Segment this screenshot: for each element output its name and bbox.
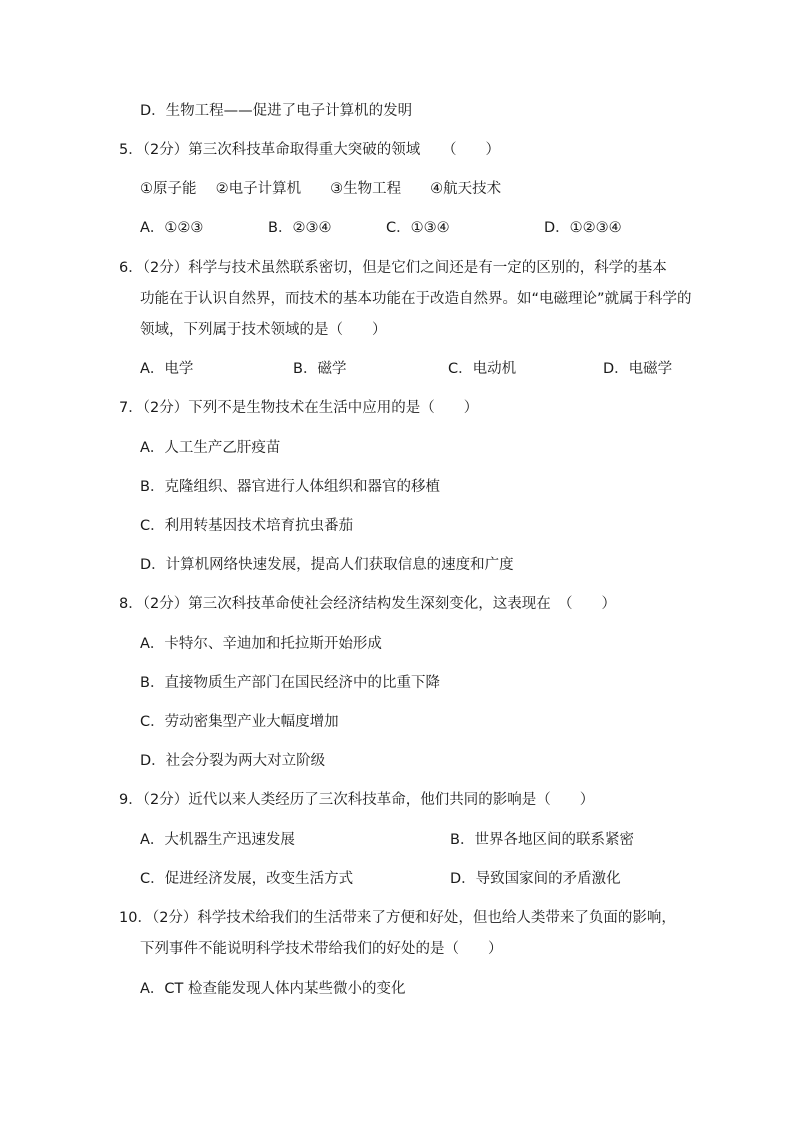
q7-option-c: C．利用转基因技术培育抗虫番茄: [140, 518, 354, 534]
q8-option-c: C．劳动密集型产业大幅度增加: [140, 714, 339, 730]
q7-stem: 7．（2分）下列不是生物技术在生活中应用的是（ ）: [119, 400, 479, 416]
q8-stem: 8．（2分）第三次科技革命使社会经济结构发生深刻变化，这表现在 （ ）: [119, 596, 616, 612]
q5-stem: 5．（2分）第三次科技革命取得重大突破的领域 （ ）: [119, 142, 500, 158]
q7-option-b: B．克隆组织、器官进行人体组织和器官的移植: [140, 479, 440, 495]
q6-stem-line-1: 6．（2分）科学与技术虽然联系密切，但是它们之间还是有一定的区别的，科学的基本: [119, 260, 667, 276]
q4-option-d: D．生物工程——促进了电子计算机的发明: [140, 103, 413, 119]
q8-option-d: D．社会分裂为两大对立阶级: [140, 753, 326, 769]
q9-stem: 9．（2分）近代以来人类经历了三次科技革命，他们共同的影响是（ ）: [119, 792, 595, 808]
q6-option-b: B．磁学: [293, 361, 347, 377]
q9-option-d: D．导致国家间的矛盾激化: [450, 871, 621, 887]
q5-items: ①原子能 ②电子计算机 ③生物工程 ④航天技术: [140, 181, 502, 197]
q6-option-d: D．电磁学: [603, 361, 673, 377]
q8-option-b: B．直接物质生产部门在国民经济中的比重下降: [140, 675, 440, 691]
q7-option-a: A．人工生产乙肝疫苗: [140, 440, 281, 456]
q6-stem-line-2: 功能在于认识自然界，而技术的基本功能在于改造自然界。如“电磁理论”就属于科学的: [140, 291, 692, 307]
q10-stem-line-2: 下列事件不能说明科学技术带给我们的好处的是（ ）: [140, 941, 503, 957]
q6-stem-line-3: 领域，下列属于技术领域的是（ ）: [140, 322, 387, 338]
q9-option-b: B．世界各地区间的联系紧密: [450, 832, 634, 848]
q5-option-d: D．①②③④: [544, 220, 622, 236]
q5-option-a: A．①②③: [140, 220, 204, 236]
q5-option-c: C．①③④: [386, 220, 450, 236]
q10-option-a: A．CT 检查能发现人体内某些微小的变化: [140, 981, 406, 997]
q8-option-a: A．卡特尔、辛迪加和托拉斯开始形成: [140, 636, 382, 652]
q7-option-d: D．计算机网络快速发展，提高人们获取信息的速度和广度: [140, 557, 514, 573]
q5-option-b: B．②③④: [268, 220, 332, 236]
q10-stem-line-1: 10．（2分）科学技术给我们的生活带来了方便和好处，但也给人类带来了负面的影响，: [119, 910, 676, 926]
q6-option-c: C．电动机: [448, 361, 517, 377]
q9-option-c: C．促进经济发展，改变生活方式: [140, 871, 354, 887]
q9-option-a: A．大机器生产迅速发展: [140, 832, 295, 848]
q6-option-a: A．电学: [140, 361, 194, 377]
